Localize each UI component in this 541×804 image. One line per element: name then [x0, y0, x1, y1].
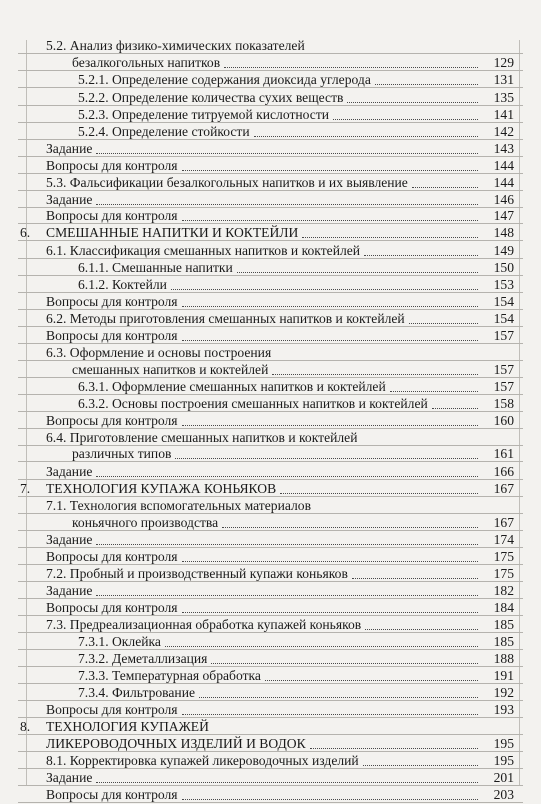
entry-label: Задание [46, 464, 93, 479]
row-rule [18, 292, 523, 293]
entry-label: Задание [46, 192, 93, 207]
row-rule [18, 343, 523, 344]
dot-leader [96, 204, 478, 205]
page-number: 184 [493, 600, 514, 615]
row-rule [18, 751, 523, 752]
entry-label: Вопросы для контроля [46, 549, 178, 564]
page-number: 195 [493, 736, 514, 751]
dot-leader [375, 84, 478, 85]
dot-leader [390, 391, 478, 392]
page-number: 167 [493, 481, 514, 496]
page-number: 144 [493, 175, 514, 190]
entry-label: Вопросы для контроля [46, 413, 178, 428]
row-rule [18, 428, 523, 429]
entry-label: ЛИКЕРОВОДОЧНЫХ ИЗДЕЛИЙ И ВОДОК [46, 736, 306, 751]
entry-label: Вопросы для контроля [46, 208, 178, 223]
dot-leader [224, 67, 478, 68]
page-number: 148 [493, 225, 514, 240]
row-rule [18, 309, 523, 310]
row-rule [18, 258, 523, 259]
page-number: 182 [493, 583, 514, 598]
dot-leader [272, 374, 478, 375]
entry-label: 6.3.2. Основы построения смешанных напитков и коктейлей [78, 396, 428, 411]
page-number: 154 [493, 311, 514, 326]
dot-leader [333, 119, 478, 120]
dot-leader [409, 323, 478, 324]
page-number: 149 [493, 243, 514, 258]
row-rule [18, 445, 523, 446]
row-rule [18, 394, 523, 395]
dot-leader [96, 476, 478, 477]
page-number: 129 [493, 55, 514, 70]
page-number: 135 [493, 90, 514, 105]
entry-label: Вопросы для контроля [46, 600, 178, 615]
dot-leader [182, 425, 478, 426]
page-number: 143 [493, 141, 514, 156]
row-rule [18, 411, 523, 412]
dot-leader [96, 544, 478, 545]
entry-label: 5.2.2. Определение количества сухих веществ [78, 90, 344, 105]
entry-label: 6.4. Приготовление смешанных напитков и коктейлей [46, 430, 358, 445]
row-rule [18, 496, 523, 497]
entry-label: 6.2. Методы приготовления смешанных напитков и коктейлей [46, 311, 405, 326]
entry-label: 7.3.3. Температурная обработка [78, 668, 261, 683]
entry-label: 5.2.4. Определение стойкости [78, 124, 250, 139]
page-number: 188 [493, 651, 514, 666]
page-number: 175 [493, 549, 514, 564]
dot-leader [182, 714, 478, 715]
page-number: 141 [493, 107, 514, 122]
row-rule [18, 53, 523, 54]
entry-label: Вопросы для контроля [46, 787, 178, 802]
dot-leader [199, 697, 478, 698]
entry-label: 7.3. Предреализационная обработка купажей коньяков [46, 617, 362, 632]
page-number: 192 [493, 685, 514, 700]
entry-label: 6.1.1. Смешанные напитки [78, 260, 233, 275]
row-rule [18, 666, 523, 667]
dot-leader [182, 220, 478, 221]
page-number: 185 [493, 634, 514, 649]
entry-label: 6. [20, 225, 31, 240]
page-number: 185 [493, 617, 514, 632]
entry-label: 7. [20, 481, 31, 496]
entry-label: 6.1. Классификация смешанных напитков и коктейлей [46, 243, 361, 258]
dot-leader [96, 782, 478, 783]
entry-label: 8. [20, 719, 31, 734]
row-rule [18, 632, 523, 633]
dot-leader [182, 306, 478, 307]
entry-label: безалкогольных напитков [72, 55, 221, 70]
dot-leader [432, 408, 478, 409]
page-number: 175 [493, 566, 514, 581]
page-number: 167 [493, 515, 514, 530]
row-rule [18, 360, 523, 361]
entry-label: 5.2.1. Определение содержания диоксида углерода [78, 72, 371, 87]
row-rule [18, 734, 523, 735]
entry-label: 5.2.3. Определение титруемой кислотности [78, 107, 330, 122]
entry-label: 5.3. Фальсификации безалкогольных напитков и их выявление [46, 175, 408, 190]
entry-label: Задание [46, 532, 93, 547]
dot-leader [222, 527, 478, 528]
row-rule [18, 326, 523, 327]
row-rule [18, 598, 523, 599]
row-rule [18, 105, 523, 106]
row-rule [18, 768, 523, 769]
entry-label: 7.3.1. Оклейка [78, 634, 161, 649]
dot-leader [182, 561, 478, 562]
page-number: 166 [493, 464, 514, 479]
row-rule [18, 223, 523, 224]
entry-label: Вопросы для контроля [46, 294, 178, 309]
entry-label: Задание [46, 583, 93, 598]
entry-label: смешанных напитков и коктейлей [72, 362, 269, 377]
row-rule [18, 190, 523, 191]
row-rule [18, 581, 523, 582]
entry-label: 5.2. Анализ физико-химических показателей [46, 38, 305, 53]
row-rule [18, 173, 523, 174]
dot-leader [171, 289, 478, 290]
row-rule [18, 479, 523, 480]
page-number: 157 [493, 362, 514, 377]
dot-leader [182, 612, 478, 613]
dot-leader [364, 255, 478, 256]
dot-leader [265, 680, 478, 681]
dot-leader [211, 663, 478, 664]
page-number: 203 [493, 787, 514, 802]
row-rule [18, 87, 523, 88]
row-rule [18, 377, 523, 378]
page-number: 142 [493, 124, 514, 139]
entry-label: Вопросы для контроля [46, 702, 178, 717]
entry-label: 6.3. Оформление и основы построения [46, 345, 272, 360]
row-rule [18, 785, 523, 786]
entry-label: 6.3.1. Оформление смешанных напитков и коктейлей [78, 379, 386, 394]
page-number: 144 [493, 158, 514, 173]
dot-leader [347, 102, 478, 103]
page-number: 150 [493, 260, 514, 275]
entry-label: Вопросы для контроля [46, 328, 178, 343]
entry-label: коньячного производства [72, 515, 219, 530]
row-rule [18, 649, 523, 650]
entry-label: различных типов [72, 446, 172, 461]
dot-leader [302, 237, 478, 238]
entry-label: 6.1.2. Коктейли [78, 277, 167, 292]
entry-label: 7.3.4. Фильтрование [78, 685, 196, 700]
page-number: 193 [493, 702, 514, 717]
dot-leader [96, 153, 478, 154]
page-number: 191 [493, 668, 514, 683]
chapter-title: СМЕШАННЫЕ НАПИТКИ И КОКТЕЙЛИ [46, 225, 299, 240]
page-number: 161 [493, 446, 514, 461]
dot-leader [352, 578, 478, 579]
dot-leader [254, 136, 478, 137]
page-number: 157 [493, 328, 514, 343]
row-rule [18, 156, 523, 157]
page-number: 157 [493, 379, 514, 394]
row-rule [18, 240, 523, 241]
dot-leader [96, 595, 478, 596]
row-rule [18, 275, 523, 276]
row-rule [18, 700, 523, 701]
entry-label: Задание [46, 141, 93, 156]
dot-leader [237, 272, 478, 273]
dot-leader [280, 493, 478, 494]
row-rule [18, 615, 523, 616]
row-rule [18, 461, 523, 462]
page-number: 174 [493, 532, 514, 547]
page-number: 146 [493, 192, 514, 207]
row-rule [18, 564, 523, 565]
entry-label: 8.1. Корректировка купажей ликероводочных изделий [46, 753, 359, 768]
dot-leader [182, 170, 478, 171]
page-number: 201 [493, 770, 514, 785]
page-number: 154 [493, 294, 514, 309]
page-number: 160 [493, 413, 514, 428]
entry-label: Задание [46, 770, 93, 785]
dot-leader [165, 646, 478, 647]
entry-label: 7.3.2. Деметаллизация [78, 651, 208, 666]
row-rule [18, 530, 523, 531]
chapter-title: ТЕХНОЛОГИЯ КУПАЖЕЙ [46, 719, 209, 734]
entry-label: 7.1. Технология вспомогательных материалов [46, 498, 311, 513]
dot-leader [363, 765, 478, 766]
entry-label: Вопросы для контроля [46, 158, 178, 173]
dot-leader [182, 340, 478, 341]
page-number: 131 [493, 72, 514, 87]
dot-leader [365, 629, 478, 630]
row-rule [18, 70, 523, 71]
row-rule [18, 122, 523, 123]
dot-leader [175, 458, 478, 459]
entry-label: 7.2. Пробный и производственный купажи коньяков [46, 566, 348, 581]
page-number: 153 [493, 277, 514, 292]
row-rule [18, 139, 523, 140]
page-number: 147 [493, 208, 514, 223]
page-number: 195 [493, 753, 514, 768]
row-rule [18, 802, 523, 803]
dot-leader [412, 187, 478, 188]
row-rule [18, 717, 523, 718]
chapter-title: ТЕХНОЛОГИЯ КУПАЖА КОНЬЯКОВ [46, 481, 277, 496]
row-rule [18, 683, 523, 684]
row-rule [18, 513, 523, 514]
dot-leader [310, 748, 478, 749]
page-number: 158 [493, 396, 514, 411]
row-rule [18, 207, 523, 208]
row-rule [18, 547, 523, 548]
